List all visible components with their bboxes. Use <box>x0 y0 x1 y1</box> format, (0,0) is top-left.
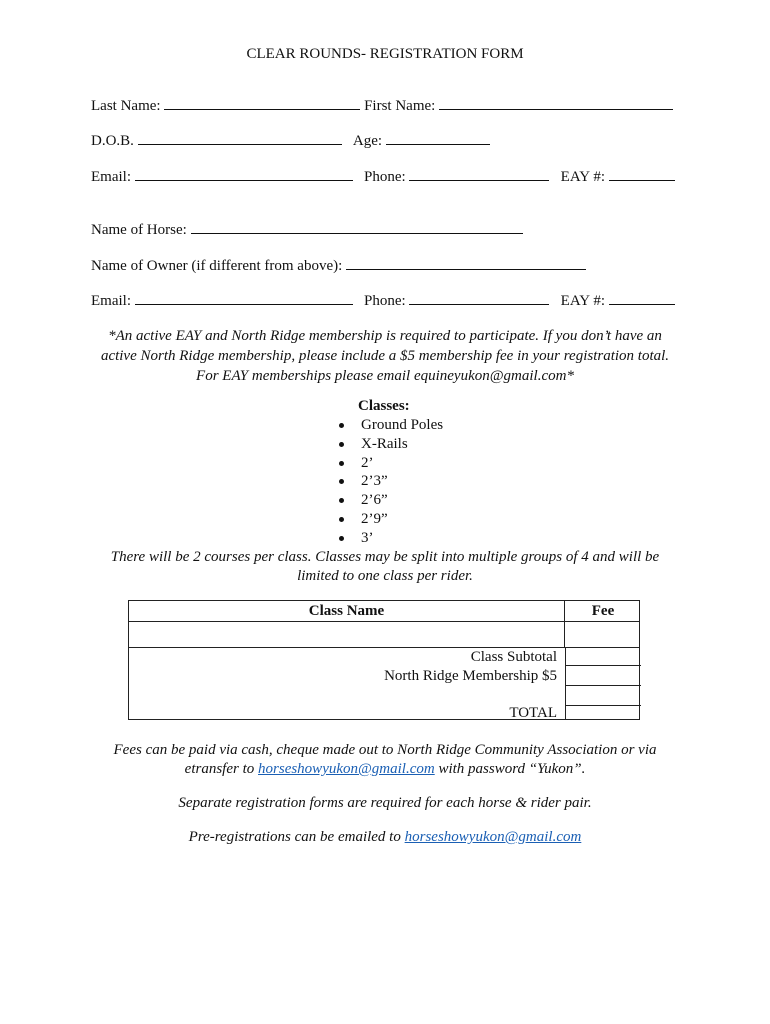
payment-prefix: etransfer to <box>184 761 259 777</box>
rider-dob-row <box>91 130 490 150</box>
class-fee-cell[interactable] <box>566 622 639 646</box>
table-column-divider <box>564 601 565 647</box>
payment-email-link[interactable]: horseshowyukon@gmail.com <box>258 761 435 777</box>
class-name-header: Class Name <box>308 603 385 619</box>
membership-note-line: *An active EAY and North Ridge membership is required to participate. If you don’t have an <box>108 328 662 344</box>
owner-phone-label: Phone: <box>364 293 406 309</box>
last-name-label: Last Name: <box>91 98 161 114</box>
last-name-field[interactable] <box>164 95 360 110</box>
owner-eay-field[interactable] <box>609 290 675 305</box>
owner-contact-row <box>91 290 675 310</box>
form-title: CLEAR ROUNDS- REGISTRATION FORM <box>246 46 524 62</box>
rider-email-label: Email: <box>91 169 131 185</box>
horse-name-field[interactable] <box>191 219 523 234</box>
prereg-email-link[interactable]: horseshowyukon@gmail.com <box>404 829 582 845</box>
class-item: Ground Poles <box>336 416 443 435</box>
owner-name-row <box>91 255 586 275</box>
membership-note-line: active North Ridge membership, please include a $5 membership fee in your registration total. <box>100 348 670 364</box>
payment-note-line <box>0 760 770 779</box>
rider-email-field[interactable] <box>135 166 353 181</box>
owner-eay-label: EAY #: <box>560 293 605 309</box>
owner-email-label: Email: <box>91 293 131 309</box>
class-item: 2’9” <box>336 510 443 529</box>
rider-eay-field[interactable] <box>609 166 675 181</box>
class-item: X-Rails <box>336 435 443 454</box>
owner-name-label: Name of Owner (if different from above): <box>91 258 343 274</box>
fee-header: Fee <box>591 603 615 619</box>
payment-note <box>0 741 770 779</box>
class-item: 2’ <box>336 454 443 473</box>
classes-heading: Classes: <box>358 398 410 414</box>
courses-note <box>0 548 770 586</box>
rider-phone-label: Phone: <box>364 169 406 185</box>
owner-email-field[interactable] <box>135 290 353 305</box>
class-item: 2’6” <box>336 491 443 510</box>
membership-note-line: For EAY memberships please email equineyukon@gmail.com* <box>196 368 574 384</box>
age-field[interactable] <box>386 130 490 145</box>
preregistration-note <box>0 829 770 846</box>
class-subtotal-label: Class Subtotal <box>470 649 557 665</box>
classes-list <box>336 416 443 548</box>
class-name-cell[interactable] <box>131 622 563 646</box>
extra-fee-box[interactable] <box>565 685 641 705</box>
dob-label: D.O.B. <box>91 133 134 149</box>
owner-name-field[interactable] <box>346 255 586 270</box>
membership-fee-label: North Ridge Membership $5 <box>384 668 557 684</box>
rider-contact-row <box>91 166 675 186</box>
payment-suffix: with password “Yukon”. <box>434 761 586 777</box>
rider-phone-field[interactable] <box>409 166 549 181</box>
prereg-prefix: Pre-registrations can be emailed to <box>188 829 405 845</box>
membership-note <box>0 326 770 386</box>
horse-name-row <box>91 219 523 239</box>
first-name-label: First Name: <box>364 98 436 114</box>
horse-name-label: Name of Horse: <box>91 222 187 238</box>
table-row-divider <box>129 647 639 648</box>
rider-name-row <box>91 95 673 115</box>
total-fee-box[interactable] <box>565 705 641 720</box>
age-label: Age: <box>352 133 383 149</box>
fee-table <box>128 600 640 720</box>
class-item: 3’ <box>336 529 443 548</box>
membership-fee-box[interactable] <box>565 665 641 685</box>
subtotal-fee-box[interactable] <box>565 647 641 665</box>
payment-note-line: Fees can be paid via cash, cheque made out to North Ridge Community Association or via <box>113 742 657 758</box>
courses-note-line: There will be 2 courses per class. Classes may be split into multiple groups of 4 and will be <box>110 549 660 565</box>
owner-phone-field[interactable] <box>409 290 549 305</box>
total-label: TOTAL <box>509 705 557 721</box>
first-name-field[interactable] <box>439 95 673 110</box>
dob-field[interactable] <box>138 130 342 145</box>
separate-forms-note: Separate registration forms are required for each horse & rider pair. <box>178 795 592 811</box>
class-item: 2’3” <box>336 472 443 491</box>
rider-eay-label: EAY #: <box>560 169 605 185</box>
courses-note-line: limited to one class per rider. <box>297 568 473 584</box>
